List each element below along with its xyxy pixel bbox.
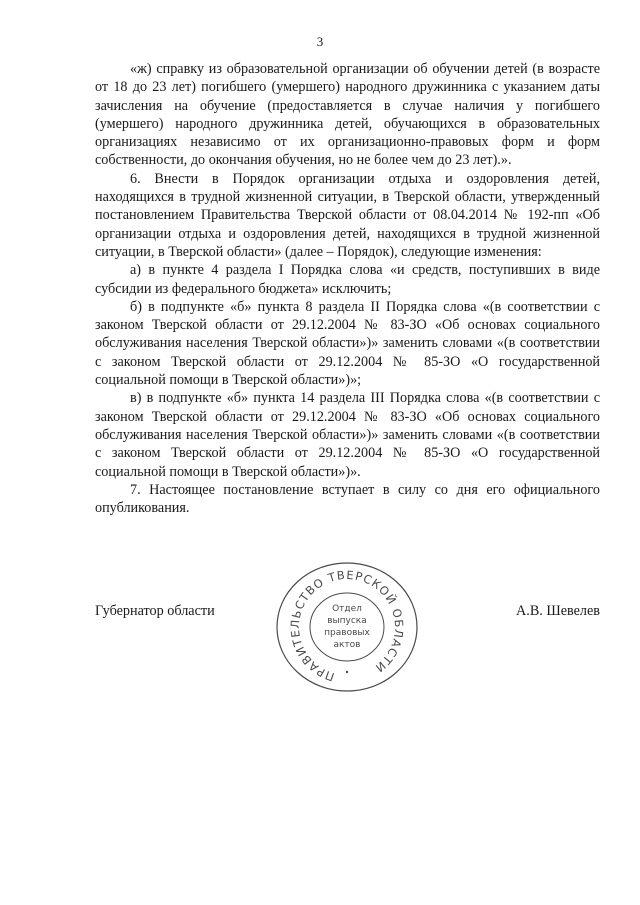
- seal-line-4: актов: [333, 640, 361, 650]
- paragraph-subitem-b: б) в подпункте «б» пункта 8 раздела II Порядка слова «(в соответствии с законом Тверской области от 29.12.2004 № 83-ЗО «Об основах социального обслуживания населения Тверской области»)» заменить словами «(в соответствии с законом Тверской области от 29.12.2004 № 85-ЗО «О государственной социальной помощи в Тверской области»)»;: [95, 298, 600, 389]
- paragraph-subitem-v: в) в подпункте «б» пункта 14 раздела III Порядка слова «(в соответствии с законом Тверской области от 29.12.2004 № 83-ЗО «Об основах социального обслуживания населения Тверской области»)» заменить словами «(в соответствии с законом Тверской области от 29.12.2004 № 85-ЗО «О государственной социальной помощи в Тверской области»)».: [95, 390, 600, 480]
- seal-line-1: Отдел: [332, 604, 362, 614]
- paragraph-subitem-zh: «ж) справку из образовательной организации об обучении детей (в возрасте от 18 до 23 лет) погибшего (умершего) народного дружинника с указанием даты зачисления на обучение (предоставляется в случае наличия у погибшего (умершего) народного дружинника детей, обучающихся в образовательных организациях независимо от их организационно-правовых форм и форм собственности, до окончания обучения, но не более чем до 23 лет).».: [95, 61, 600, 169]
- document-body: [95, 60, 600, 517]
- seal-line-3: правовых: [324, 628, 370, 638]
- page-number: 3: [316, 34, 324, 49]
- paragraph-subitem-a: а) в пункте 4 раздела I Порядка слова «и средств, поступивших в виде субсидии из федерального бюджета» исключить;: [95, 262, 600, 297]
- seal-dot: [346, 671, 348, 673]
- signatory-name: А.В. Шевелев: [516, 603, 600, 619]
- official-seal: [272, 560, 422, 694]
- signatory-position: Губернатор области: [95, 603, 215, 619]
- paragraph-item-6: 6. Внести в Порядок организации отдыха и оздоровления детей, находящихся в трудной жизненной ситуации, в Тверской области, утвержденный постановлением Правительства Тверской области от 08.04.2014 № 192-пп «Об организации отдыха и оздоровления детей, находящихся в трудной жизненной ситуации, в Тверской области» (далее – Порядок), следующие изменения:: [95, 170, 600, 260]
- seal-line-2: выпуска: [327, 616, 367, 626]
- seal-ring-text: ПРАВИТЕЛЬСТВО ТВЕРСКОЙ ОБЛАСТИ: [287, 567, 407, 685]
- paragraph-item-7: 7. Настоящее постановление вступает в силу со дня его официального опубликования.: [95, 481, 600, 517]
- seal-graphic: [272, 560, 422, 694]
